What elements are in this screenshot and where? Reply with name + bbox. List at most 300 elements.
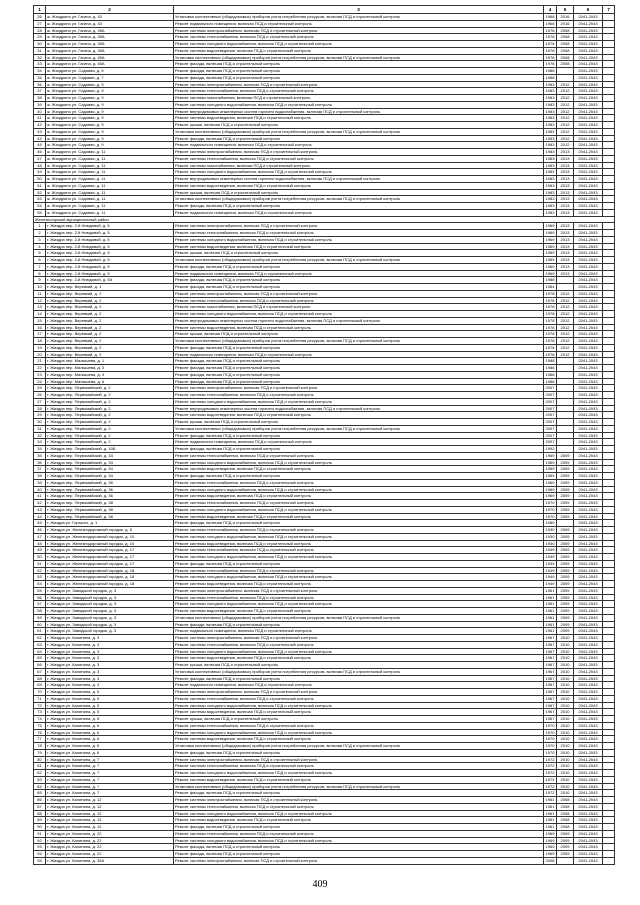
- work-type-cell: Ремонт фасада, включая ПСД и строительный контроль: [174, 61, 544, 68]
- table-row: [34, 203, 615, 210]
- document-page: [33, 5, 614, 865]
- empty-cell: [603, 824, 615, 831]
- year-built-cell: 1949: [544, 547, 557, 554]
- row-number: 75: [34, 722, 46, 729]
- empty-cell: [603, 695, 615, 702]
- table-row: [34, 655, 615, 662]
- empty-cell: [603, 331, 615, 338]
- address-cell: ж. Жиздрино ул. Гагина, д. 43: [46, 20, 174, 27]
- year-built-cell: 1969: [544, 479, 557, 486]
- planned-period-cell: 2041-2043: [574, 203, 603, 210]
- last-repair-year-cell: 2008: [557, 810, 574, 817]
- row-number: 60: [34, 621, 46, 628]
- year-built-cell: 1930: [544, 540, 557, 547]
- row-number: 84: [34, 783, 46, 790]
- table-row: [34, 351, 615, 358]
- planned-period-cell: 2041-2043: [574, 398, 603, 405]
- last-repair-year-cell: [557, 371, 574, 378]
- row-number: 47: [34, 155, 46, 162]
- work-type-cell: Ремонт подвального помещения, включая ПСД и строительный контроль: [174, 20, 544, 27]
- year-built-cell: 1972: [544, 763, 557, 770]
- work-type-cell: Ремонт крыши, включая ПСД и строительный контроль: [174, 662, 544, 669]
- planned-period-cell: 2041-2043: [574, 743, 603, 750]
- planned-period-cell: 2041-2043: [574, 520, 603, 527]
- last-repair-year-cell: 2010: [557, 702, 574, 709]
- work-type-cell: Ремонт крыши, включая ПСД и строительный контроль: [174, 419, 544, 426]
- year-built-cell: 1967: [544, 709, 557, 716]
- empty-cell: [603, 709, 615, 716]
- empty-cell: [603, 412, 615, 419]
- work-type-cell: Ремонт системы холодного водоснабжения, включая ПСД и строительный контроль: [174, 729, 544, 736]
- address-cell: г. Жиздра пер. Первомайский, д. 36: [46, 486, 174, 493]
- last-repair-year-cell: 2009: [557, 830, 574, 837]
- address-cell: ж. Жиздрино ул. Гагина, д. 45А: [46, 61, 174, 68]
- work-type-cell: Ремонт подвального помещения, включая ПСД и строительный контроль: [174, 209, 544, 216]
- row-number: 7: [34, 263, 46, 270]
- last-repair-year-cell: 2010: [557, 655, 574, 662]
- year-built-cell: 1970: [544, 500, 557, 507]
- year-built-cell: 1961: [544, 810, 557, 817]
- empty-cell: [603, 655, 615, 662]
- empty-cell: [603, 344, 615, 351]
- work-type-cell: Ремонт фасада, включая ПСД и строительный контроль: [174, 365, 544, 372]
- work-type-cell: Ремонт подвального помещения, включая ПСД и строительный контроль: [174, 628, 544, 635]
- table-row: [34, 432, 615, 439]
- address-cell: ж. Жиздрино ул. Садовая, д. 11: [46, 209, 174, 216]
- empty-cell: [603, 230, 615, 237]
- empty-cell: [603, 594, 615, 601]
- row-number: 33: [34, 439, 46, 446]
- year-built-cell: 1978: [544, 47, 557, 54]
- empty-cell: [603, 95, 615, 102]
- row-number: 76: [34, 729, 46, 736]
- work-type-cell: Ремонт системы водоотведения, включая ПСД и строительный контроль: [174, 466, 544, 473]
- row-number: 46: [34, 527, 46, 534]
- last-repair-year-cell: 2010: [557, 695, 574, 702]
- planned-period-cell: 2041-2043: [574, 675, 603, 682]
- table-row: [34, 749, 615, 756]
- planned-period-cell: 2041-2043: [574, 209, 603, 216]
- row-number: 62: [34, 635, 46, 642]
- year-built-cell: 1983: [544, 81, 557, 88]
- year-built-cell: 1967: [544, 702, 557, 709]
- row-number: 15: [34, 317, 46, 324]
- year-built-cell: 1961: [544, 608, 557, 615]
- work-type-cell: Ремонт фасада, включая ПСД и строительный контроль: [174, 68, 544, 75]
- year-built-cell: 1989: [544, 520, 557, 527]
- empty-cell: [603, 290, 615, 297]
- work-type-cell: Ремонт системы теплоснабжения, включая ПСД и строительный контроль: [174, 594, 544, 601]
- last-repair-year-cell: 2013: [557, 189, 574, 196]
- work-type-cell: Ремонт фасада, включая ПСД и строительный контроль: [174, 74, 544, 81]
- planned-period-cell: 2041-2043: [574, 844, 603, 851]
- last-repair-year-cell: [557, 68, 574, 75]
- planned-period-cell: 2041-2043: [574, 797, 603, 804]
- work-type-cell: Ремонт внутридомовых инженерных систем горячего водоснабжения, включая ПСД и строительный контроль: [174, 317, 544, 324]
- address-cell: г. Жиздра пер. Веревкий, д. 2: [46, 317, 174, 324]
- planned-period-cell: 2041-2043: [574, 567, 603, 574]
- address-cell: г. Жиздра ул. Калинина, д. 5: [46, 702, 174, 709]
- year-built-cell: 1983: [544, 95, 557, 102]
- row-number: 43: [34, 128, 46, 135]
- year-built-cell: 1967: [544, 648, 557, 655]
- section-title: Железногорский муниципальный район: [34, 216, 615, 223]
- row-number: 42: [34, 500, 46, 507]
- address-cell: г. Жиздра ул. Калинина, д. 6: [46, 722, 174, 729]
- year-built-cell: 1983: [544, 101, 557, 108]
- table-row: [34, 412, 615, 419]
- address-cell: г. Жиздра ул. Калинина, д. 3: [46, 668, 174, 675]
- row-number: 66: [34, 662, 46, 669]
- last-repair-year-cell: 2008: [557, 41, 574, 48]
- planned-period-cell: 2041-2043: [574, 365, 603, 372]
- empty-cell: [603, 405, 615, 412]
- work-type-cell: Ремонт фасада, включая ПСД и строительный контроль: [174, 675, 544, 682]
- last-repair-year-cell: 2013: [557, 230, 574, 237]
- work-type-cell: Ремонт фасада, включая ПСД и строительный контроль: [174, 844, 544, 851]
- address-cell: г. Жиздра пер. 2-й Ниюдовой, д. 5: [46, 243, 174, 250]
- work-type-cell: Ремонт системы теплоснабжения, включая ПСД и строительный контроль: [174, 479, 544, 486]
- planned-period-cell: 2041-2043: [574, 716, 603, 723]
- row-number: 42: [34, 122, 46, 129]
- year-built-cell: 2007: [544, 405, 557, 412]
- empty-cell: [603, 560, 615, 567]
- last-repair-year-cell: 2013: [557, 209, 574, 216]
- table-row: [34, 61, 615, 68]
- table-row: [34, 648, 615, 655]
- last-repair-year-cell: 2009: [557, 574, 574, 581]
- empty-cell: [603, 770, 615, 777]
- last-repair-year-cell: 2013: [557, 270, 574, 277]
- year-built-cell: 1983: [544, 115, 557, 122]
- row-number: 40: [34, 108, 46, 115]
- last-repair-year-cell: 2012: [557, 304, 574, 311]
- last-repair-year-cell: 2010: [557, 635, 574, 642]
- address-cell: ж. Жиздрино ул. Садовая, д. 9: [46, 128, 174, 135]
- work-type-cell: Ремонт системы электроснабжения, включая ПСД и строительный контроль: [174, 290, 544, 297]
- year-built-cell: 1988: [544, 74, 557, 81]
- row-number: 41: [34, 493, 46, 500]
- address-cell: г. Жиздра ул. Заводской городок, д. 3: [46, 587, 174, 594]
- planned-period-cell: 2041-2043: [574, 695, 603, 702]
- work-type-cell: Ремонт системы теплоснабжения, включая ПСД и строительный контроль: [174, 392, 544, 399]
- work-type-cell: Ремонт фасада, включая ПСД и строительный контроль: [174, 432, 544, 439]
- work-type-cell: Ремонт системы электроснабжения, включая ПСД и строительный контроль: [174, 81, 544, 88]
- empty-cell: [603, 101, 615, 108]
- row-number: 11: [34, 290, 46, 297]
- row-number: 68: [34, 675, 46, 682]
- address-cell: г. Жиздра пер. Первомайский, д. 34: [46, 452, 174, 459]
- planned-period-cell: 2041-2043: [574, 763, 603, 770]
- address-cell: г. Жиздра ул. Калинина, д. 3: [46, 655, 174, 662]
- work-type-cell: Ремонт внутридомовых инженерных систем горячего водоснабжения, включая ПСД и строительный контроль: [174, 176, 544, 183]
- row-number: 5: [34, 250, 46, 257]
- year-built-cell: 1969: [544, 452, 557, 459]
- last-repair-year-cell: 2009: [557, 533, 574, 540]
- table-row: [34, 115, 615, 122]
- last-repair-year-cell: [557, 405, 574, 412]
- year-built-cell: 1969: [544, 837, 557, 844]
- year-built-cell: 1972: [544, 776, 557, 783]
- planned-period-cell: 2041-2043: [574, 493, 603, 500]
- last-repair-year-cell: [557, 365, 574, 372]
- planned-period-cell: 2041-2043: [574, 331, 603, 338]
- work-type-cell: Ремонт системы холодного водоснабжения, включая ПСД и строительный контроль: [174, 837, 544, 844]
- row-number: 57: [34, 601, 46, 608]
- planned-period-cell: 2041-2043: [574, 635, 603, 642]
- year-built-cell: 1988: [544, 371, 557, 378]
- row-number: 65: [34, 655, 46, 662]
- row-number: 29: [34, 412, 46, 419]
- planned-period-cell: 2041-2043: [574, 709, 603, 716]
- year-built-cell: 1967: [544, 668, 557, 675]
- address-cell: г. Жиздра пер. Первомайский, д. 38: [46, 513, 174, 520]
- last-repair-year-cell: 2013: [557, 243, 574, 250]
- address-cell: ж. Жиздрино ул. Гагина, д. 43: [46, 14, 174, 21]
- address-cell: г. Жиздра пер. Первомайский, д. 38: [46, 500, 174, 507]
- row-number: 47: [34, 533, 46, 540]
- work-type-cell: Ремонт системы теплоснабжения, включая ПСД и строительный контроль: [174, 34, 544, 41]
- empty-cell: [603, 34, 615, 41]
- address-cell: г. Жиздра ул. Железнодорожный городок, д. 18: [46, 567, 174, 574]
- row-number: 22: [34, 365, 46, 372]
- work-type-cell: Ремонт системы теплоснабжения, включая ПСД и строительный контроль: [174, 452, 544, 459]
- empty-cell: [603, 635, 615, 642]
- empty-cell: [603, 324, 615, 331]
- row-number: 52: [34, 189, 46, 196]
- header-col-7: 7: [603, 6, 615, 14]
- empty-cell: [603, 641, 615, 648]
- row-number: 29: [34, 34, 46, 41]
- row-number: 20: [34, 351, 46, 358]
- empty-cell: [603, 27, 615, 34]
- row-number: 21: [34, 358, 46, 365]
- planned-period-cell: 2041-2043: [574, 270, 603, 277]
- year-built-cell: 1949: [544, 567, 557, 574]
- work-type-cell: Ремонт фасада, включая ПСД и строительный контроль: [174, 284, 544, 291]
- year-built-cell: 1978: [544, 331, 557, 338]
- last-repair-year-cell: 2009: [557, 479, 574, 486]
- address-cell: г. Жиздра ул. Заводской городок, д. 3: [46, 628, 174, 635]
- year-built-cell: 1967: [544, 716, 557, 723]
- last-repair-year-cell: 2010: [557, 783, 574, 790]
- table-row: [34, 797, 615, 804]
- address-cell: г. Жиздра ул. Заводской городок, д. 3: [46, 594, 174, 601]
- empty-cell: [603, 763, 615, 770]
- row-number: 35: [34, 452, 46, 459]
- address-cell: г. Жиздра пер. Веревкий, д. 2: [46, 297, 174, 304]
- address-cell: г. Жиздра ул. Калинина, д. 3: [46, 648, 174, 655]
- empty-cell: [603, 223, 615, 230]
- last-repair-year-cell: 2009: [557, 540, 574, 547]
- work-type-cell: Ремонт системы водоотведения, включая ПСД и строительный контроль: [174, 513, 544, 520]
- address-cell: г. Жиздра ул. Калинина, д. 7: [46, 776, 174, 783]
- table-row: [34, 54, 615, 61]
- planned-period-cell: 2041-2043: [574, 162, 603, 169]
- address-cell: г. Жиздра ул. Железнодорожный городок, д. 18: [46, 581, 174, 588]
- planned-period-cell: 2041-2043: [574, 601, 603, 608]
- empty-cell: [603, 749, 615, 756]
- address-cell: г. Жиздра ул. Заводской городок, д. 3: [46, 614, 174, 621]
- planned-period-cell: 2041-2043: [574, 317, 603, 324]
- planned-period-cell: 2041-2043: [574, 574, 603, 581]
- table-row: [34, 574, 615, 581]
- planned-period-cell: 2041-2043: [574, 169, 603, 176]
- last-repair-year-cell: 2009: [557, 506, 574, 513]
- empty-cell: [603, 574, 615, 581]
- table-row: [34, 304, 615, 311]
- year-built-cell: 1967: [544, 635, 557, 642]
- empty-cell: [603, 466, 615, 473]
- year-built-cell: 2007: [544, 439, 557, 446]
- last-repair-year-cell: 2012: [557, 142, 574, 149]
- empty-cell: [603, 182, 615, 189]
- work-type-cell: Ремонт системы водоотведения, включая ПСД и строительный контроль: [174, 493, 544, 500]
- address-cell: г. Жиздра ул. Калинина, д. 12: [46, 810, 174, 817]
- planned-period-cell: 2041-2043: [574, 770, 603, 777]
- row-number: 77: [34, 736, 46, 743]
- row-number: 58: [34, 608, 46, 615]
- planned-period-cell: 2041-2043: [574, 128, 603, 135]
- table-row: [34, 209, 615, 216]
- table-row: [34, 790, 615, 797]
- address-cell: ж. Жиздрино ул. Садовая, д. 9: [46, 81, 174, 88]
- empty-cell: [603, 830, 615, 837]
- empty-cell: [603, 257, 615, 264]
- work-type-cell: Ремонт фасада, включая ПСД и строительный контроль: [174, 621, 544, 628]
- work-type-cell: Установка коллективных (общедомовых) приборов учета потребления ресурсов, включая ПСД и строительный контроль: [174, 128, 544, 135]
- row-number: 13: [34, 304, 46, 311]
- row-number: 90: [34, 824, 46, 831]
- table-header-row: [34, 6, 615, 14]
- last-repair-year-cell: 2009: [557, 560, 574, 567]
- last-repair-year-cell: 2009: [557, 466, 574, 473]
- table-row: [34, 277, 615, 284]
- address-cell: г. Жиздра пер. Первомайский, д. 10Б: [46, 446, 174, 453]
- planned-period-cell: 2041-2043: [574, 95, 603, 102]
- planned-period-cell: 2041-2043: [574, 628, 603, 635]
- year-built-cell: 1978: [544, 54, 557, 61]
- planned-period-cell: 2041-2043: [574, 655, 603, 662]
- work-type-cell: Установка коллективных (общедомовых) приборов учета потребления ресурсов, включая ПСД и строительный контроль: [174, 614, 544, 621]
- row-number: 73: [34, 709, 46, 716]
- year-built-cell: 1972: [544, 756, 557, 763]
- address-cell: ж. Жиздрино ул. Садовая, д. 11: [46, 203, 174, 210]
- row-number: 44: [34, 135, 46, 142]
- planned-period-cell: 2041-2043: [574, 223, 603, 230]
- table-row: [34, 851, 615, 858]
- empty-cell: [603, 263, 615, 270]
- work-type-cell: Ремонт системы электроснабжения, включая ПСД и строительный контроль: [174, 587, 544, 594]
- year-built-cell: 1972: [544, 770, 557, 777]
- empty-cell: [603, 128, 615, 135]
- table-row: [34, 770, 615, 777]
- empty-cell: [603, 689, 615, 696]
- address-cell: г. Жиздра ул. Калинина, д. 6: [46, 736, 174, 743]
- empty-cell: [603, 135, 615, 142]
- table-row: [34, 128, 615, 135]
- year-built-cell: 1983: [544, 88, 557, 95]
- last-repair-year-cell: 2013: [557, 176, 574, 183]
- work-type-cell: Ремонт системы водоотведения, включая ПСД и строительный контроль: [174, 817, 544, 824]
- last-repair-year-cell: 2009: [557, 547, 574, 554]
- year-built-cell: 1978: [544, 297, 557, 304]
- table-row: [34, 830, 615, 837]
- work-type-cell: Ремонт системы водоотведения, включая ПСД и строительный контроль: [174, 324, 544, 331]
- last-repair-year-cell: 2009: [557, 628, 574, 635]
- planned-period-cell: 2041-2043: [574, 479, 603, 486]
- last-repair-year-cell: 2012: [557, 290, 574, 297]
- table-row: [34, 857, 615, 864]
- table-row: [34, 196, 615, 203]
- address-cell: г. Жиздра ул. Железнодорожный городок, д. 10: [46, 540, 174, 547]
- last-repair-year-cell: 2009: [557, 513, 574, 520]
- year-built-cell: 1978: [544, 311, 557, 318]
- planned-period-cell: 2041-2043: [574, 338, 603, 345]
- row-number: 10: [34, 284, 46, 291]
- row-number: 79: [34, 749, 46, 756]
- row-number: 40: [34, 486, 46, 493]
- table-row: [34, 533, 615, 540]
- empty-cell: [603, 142, 615, 149]
- work-type-cell: Ремонт системы холодного водоснабжения, включая ПСД и строительный контроль: [174, 648, 544, 655]
- planned-period-cell: 2041-2043: [574, 182, 603, 189]
- address-cell: г. Жиздра ул. Калинина, д. 7: [46, 770, 174, 777]
- work-type-cell: Ремонт системы теплоснабжения, включая ПСД и строительный контроль: [174, 803, 544, 810]
- table-row: [34, 452, 615, 459]
- row-number: 6: [34, 257, 46, 264]
- year-built-cell: 2007: [544, 398, 557, 405]
- work-type-cell: Ремонт системы электроснабжения, включая ПСД и строительный контроль: [174, 223, 544, 230]
- last-repair-year-cell: 2008: [557, 54, 574, 61]
- planned-period-cell: 2041-2043: [574, 533, 603, 540]
- work-type-cell: Ремонт системы холодного водоснабжения, включая ПСД и строительный контроль: [174, 486, 544, 493]
- work-type-cell: Ремонт системы теплоснабжения, включая ПСД и строительный контроль: [174, 567, 544, 574]
- year-built-cell: 1961: [544, 601, 557, 608]
- last-repair-year-cell: 2009: [557, 452, 574, 459]
- planned-period-cell: 2041-2043: [574, 817, 603, 824]
- table-row: [34, 290, 615, 297]
- row-number: 43: [34, 506, 46, 513]
- table-row: [34, 446, 615, 453]
- row-number: 2: [34, 230, 46, 237]
- row-number: 17: [34, 331, 46, 338]
- address-cell: г. Жиздра пер. Первомайский, д. 2: [46, 439, 174, 446]
- address-cell: ж. Жиздрино ул. Садовая, д. 9: [46, 115, 174, 122]
- empty-cell: [603, 648, 615, 655]
- row-number: 45: [34, 142, 46, 149]
- planned-period-cell: 2041-2043: [574, 851, 603, 858]
- empty-cell: [603, 587, 615, 594]
- planned-period-cell: 2041-2043: [574, 34, 603, 41]
- empty-cell: [603, 790, 615, 797]
- row-number: 78: [34, 743, 46, 750]
- empty-cell: [603, 817, 615, 824]
- table-row: [34, 392, 615, 399]
- address-cell: г. Жиздра ул. Калинина, д. 12: [46, 797, 174, 804]
- empty-cell: [603, 500, 615, 507]
- address-cell: г. Жиздра пер. Первомайский, д. 38: [46, 506, 174, 513]
- empty-cell: [603, 527, 615, 534]
- row-number: 26: [34, 14, 46, 21]
- last-repair-year-cell: 2013: [557, 250, 574, 257]
- work-type-cell: Установка коллективных (общедомовых) приборов учета потребления ресурсов, включая ПСД и строительный контроль: [174, 338, 544, 345]
- planned-period-cell: 2041-2043: [574, 101, 603, 108]
- last-repair-year-cell: 2013: [557, 196, 574, 203]
- planned-period-cell: 2041-2043: [574, 351, 603, 358]
- last-repair-year-cell: 2012: [557, 351, 574, 358]
- row-number: 55: [34, 587, 46, 594]
